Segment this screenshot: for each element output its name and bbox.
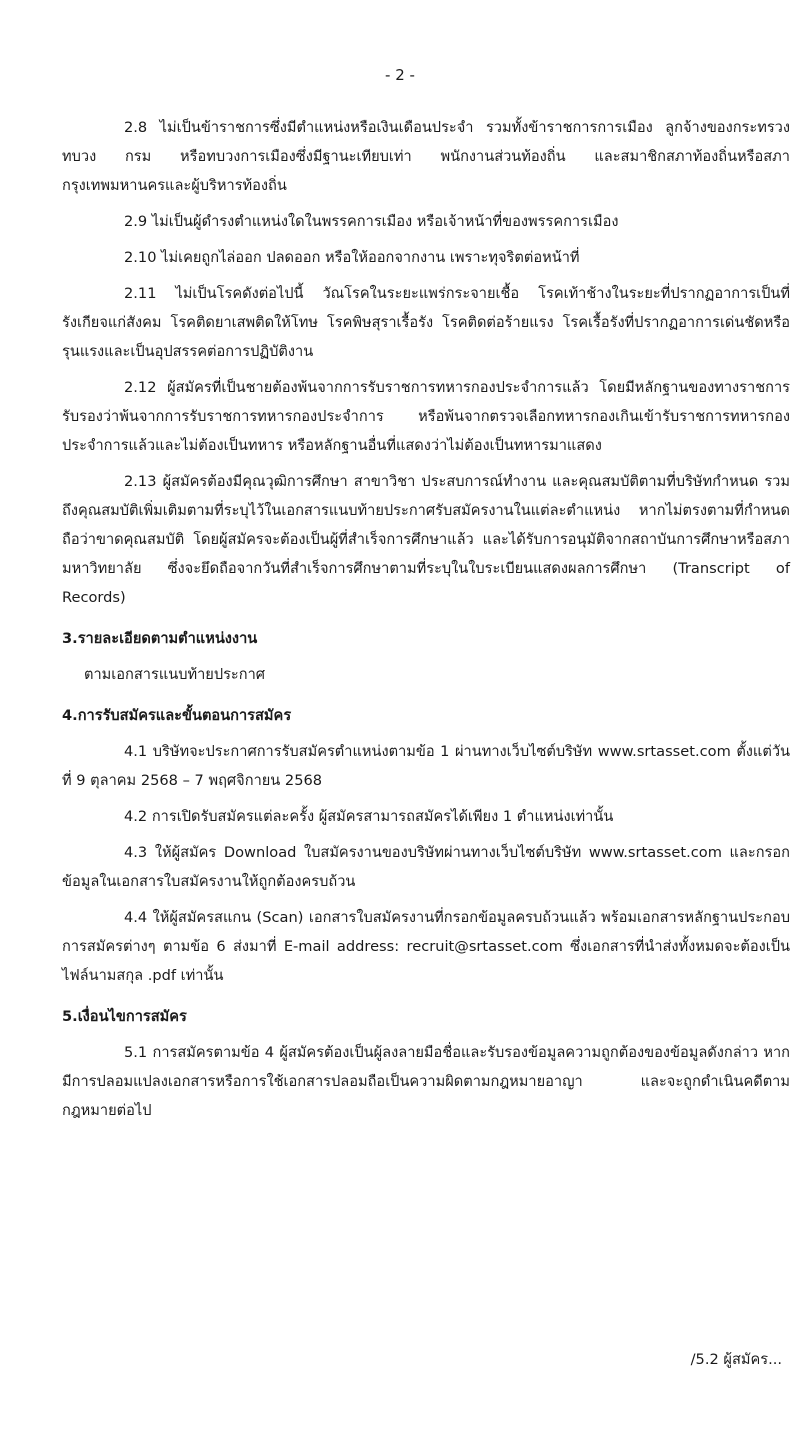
clause-4-2: 4.2 การเปิดรับสมัครแต่ละครั้ง ผู้สมัครสามารถสมัครได้เพียง 1 ตำแหน่งเท่านั้น <box>124 808 614 825</box>
clause-2-13: 2.13 ผู้สมัครต้องมีคุณวุฒิการศึกษา สาขาวิชา ประสบการณ์ทำงาน และคุณสมบัติตามที่บริษัทกำหนด รวมถึงคุณสมบัติเพิ่มเติมตามที่ระบุไว้ในเอกสารแนบท้ายประกาศรับสมัครงานในแต่ละตำแหน่ง หากไม่ตรงตามที่กำหนดถือว่าขาดคุณสมบัติ โดยผู้สมัครจะต้องเป็นผู้ที่สำเร็จการศึกษาแล้ว และได้รับการอนุมัติจากสถาบันการศึกษาหรือสภามหาวิทยาลัย ซึ่งจะยึดถือจากวันที่สำเร็จการศึกษาตามที่ระบุในใบระเบียนแสดงผลการศึกษา (Transcript of Records) <box>62 473 790 606</box>
clause-2-8: 2.8 ไม่เป็นข้าราชการซึ่งมีตำแหน่งหรือเงินเดือนประจำ รวมทั้งข้าราชการการเมือง ลูกจ้างของกระทรวง ทบวง กรม หรือทบวงการเมืองซึ่งมีฐานะเทียบเท่า พนักงานส่วนท้องถิ่น และสมาชิกสภาท้องถิ่นหรือสภากรุงเทพมหานครและผู้บริหารท้องถิ่น <box>62 119 790 194</box>
clause-2-12: 2.12 ผู้สมัครที่เป็นชายต้องพ้นจากการรับราชการทหารกองประจำการแล้ว โดยมีหลักฐานของทางราชการรับรองว่าพ้นจากการรับราชการทหารกองประจำการ หรือพ้นจากตรวจเลือกทหารกองเกินเข้ารับราชการทหารกองประจำการแล้วและไม่ต้องเป็นทหาร หรือหลักฐานอื่นที่แสดงว่าไม่ต้องเป็นทหารมาแสดง <box>62 379 790 454</box>
section-4-heading: 4.การรับสมัครและขั้นตอนการสมัคร <box>62 707 292 724</box>
clause-2-11: 2.11 ไม่เป็นโรคดังต่อไปนี้ วัณโรคในระยะแพร่กระจายเชื้อ โรคเท้าช้างในระยะที่ปรากฏอาการเป็นที่รังเกียจแก่สังคม โรคติดยาเสพติดให้โทษ โรคพิษสุราเรื้อรัง โรคติดต่อร้ายแรง โรคเรื้อรังที่ปรากฏอาการเด่นชัดหรือรุนแรงและเป็นอุปสรรคต่อการปฏิบัติงาน <box>62 285 790 360</box>
clause-5-1: 5.1 การสมัครตามข้อ 4 ผู้สมัครต้องเป็นผู้ลงลายมือชื่อและรับรองข้อมูลความถูกต้องของข้อมูลดังกล่าว หากมีการปลอมแปลงเอกสารหรือการใช้เอกสารปลอมถือเป็นความผิดตามกฎหมายอาญา และจะถูกดำเนินคดีตามกฎหมายต่อไป <box>62 1044 790 1119</box>
section-5-heading: 5.เงื่อนไขการสมัคร <box>62 1008 187 1025</box>
clause-4-3: 4.3 ให้ผู้สมัคร Download ใบสมัครงานของบริษัทผ่านทางเว็บไซต์บริษัท www.srtasset.com และกรอกข้อมูลในเอกสารใบสมัครงานให้ถูกต้องครบถ้วน <box>62 844 790 890</box>
clause-2-9: 2.9 ไม่เป็นผู้ดำรงตำแหน่งใดในพรรคการเมือง หรือเจ้าหน้าที่ของพรรคการเมือง <box>124 213 619 230</box>
section-3-body: ตามเอกสารแนบท้ายประกาศ <box>84 666 266 683</box>
clause-4-1: 4.1 บริษัทจะประกาศการรับสมัครตำแหน่งตามข้อ 1 ผ่านทางเว็บไซต์บริษัท www.srtasset.com ตั้งแต่วันที่ 9 ตุลาคม 2568 – 7 พฤศจิกายน 2568 <box>62 743 790 789</box>
page-number: - 2 - <box>385 66 415 84</box>
section-3-heading: 3.รายละเอียดตามตำแหน่งงาน <box>62 630 258 647</box>
clause-4-4: 4.4 ให้ผู้สมัครสแกน (Scan) เอกสารใบสมัครงานที่กรอกข้อมูลครบถ้วนแล้ว พร้อมเอกสารหลักฐานประกอบการสมัครต่างๆ ตามข้อ 6 ส่งมาที่ E-mail address: recruit@srtasset.com ซึ่งเอกสารที่นำส่งทั้งหมดจะต้องเป็นไฟล์นามสกุล .pdf เท่านั้น <box>62 909 790 984</box>
clause-2-10: 2.10 ไม่เคยถูกไล่ออก ปลดออก หรือให้ออกจากงาน เพราะทุจริตต่อหน้าที่ <box>124 249 580 266</box>
document-body <box>62 113 790 1125</box>
continuation-note: /5.2 ผู้สมัคร... <box>690 1351 782 1368</box>
